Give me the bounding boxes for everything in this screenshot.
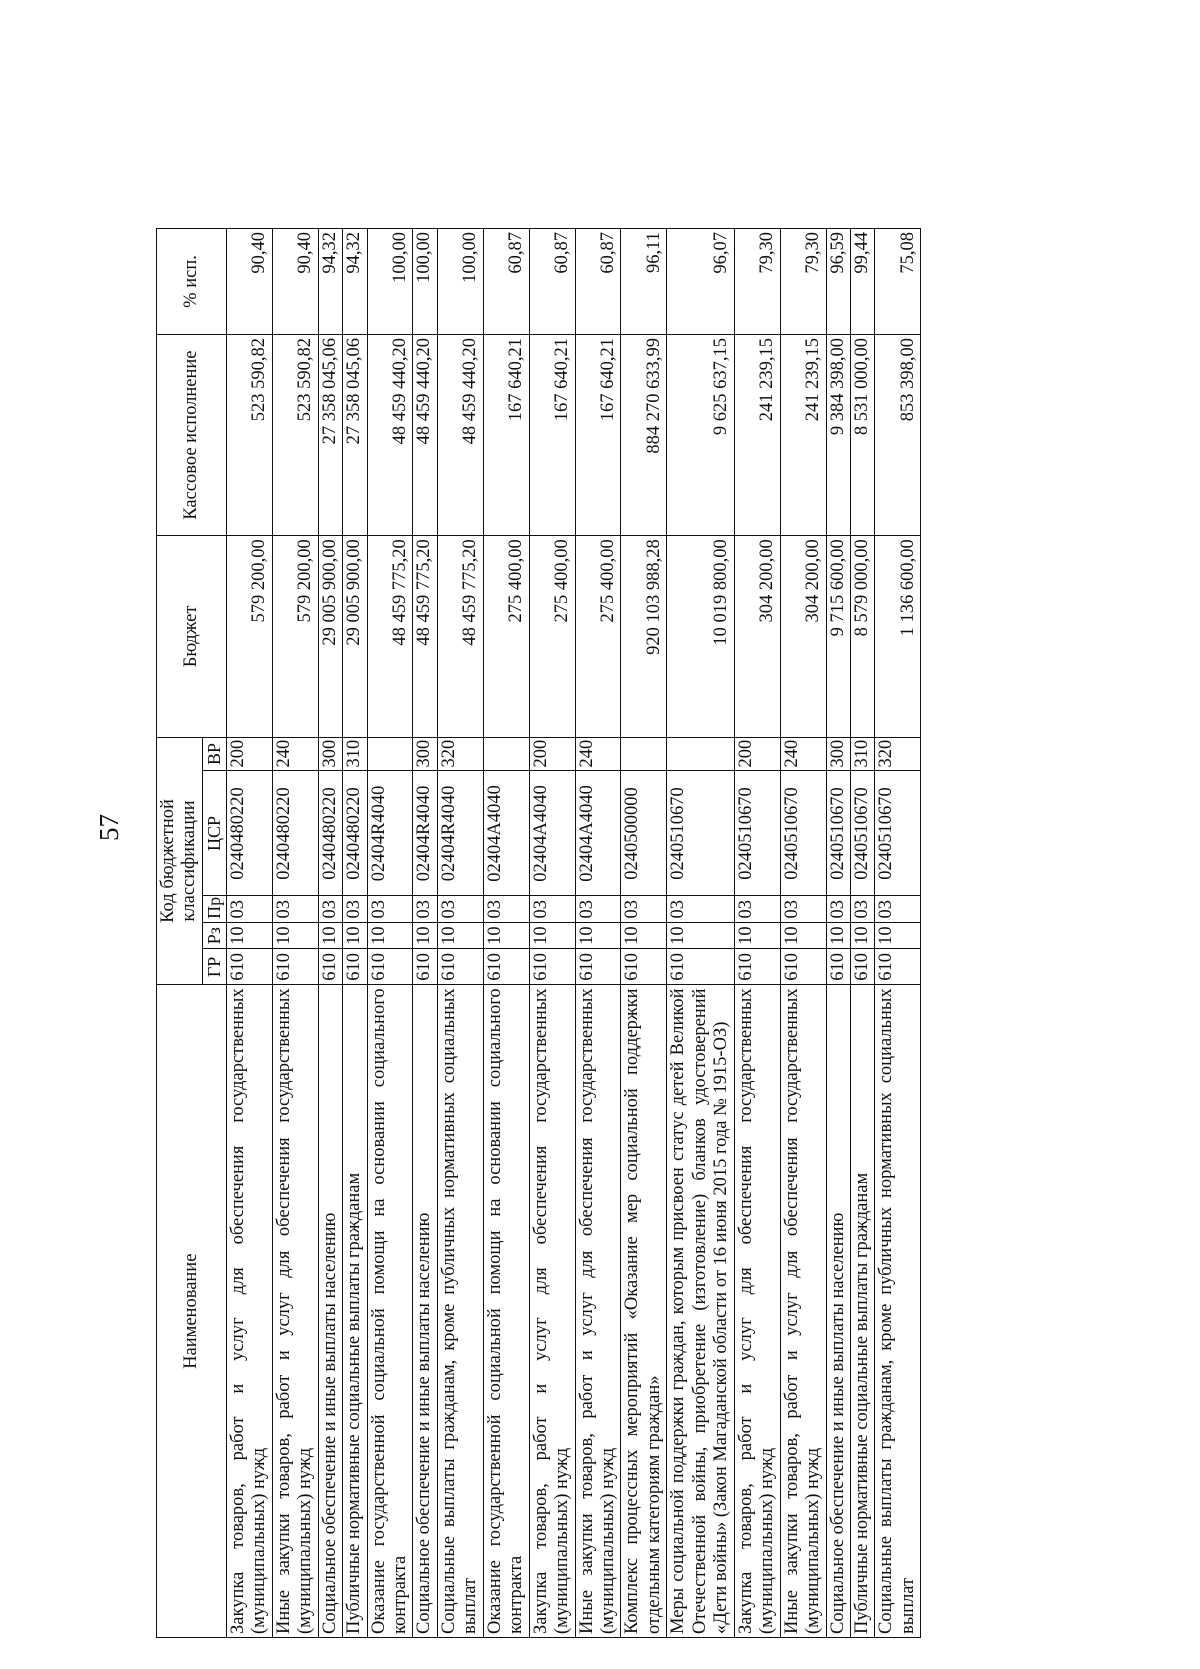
row-cash: 241 239,15 [734,334,780,535]
table-body [226,229,921,1638]
row-name: Меры социальной поддержки граждан, которым присвоен статус детей Великой Отечественной войны, приобретение (изготовление) бланков удостоверений «Дети войны» (Закон Магаданской области от 16 июня 2015 года № 1915-ОЗ) [667,985,734,1638]
row-budget: 304 200,00 [734,536,780,737]
row-budget: 304 200,00 [780,536,826,737]
row-cash: 27 358 045,06 [343,334,367,535]
row-gr: 610 [413,949,437,985]
row-name: Оказание государственной социальной помощи на основании социального контракта [367,985,413,1638]
row-budget: 579 200,00 [226,536,272,737]
row-budget: 48 459 775,20 [367,536,413,737]
table-row [483,229,529,1638]
row-vr: 320 [875,737,921,771]
row-pr: 03 [343,896,367,922]
row-vr: 300 [413,737,437,771]
row-cash: 9 625 637,15 [667,334,734,535]
row-rz: 10 [826,922,850,948]
row-vr: 310 [343,737,367,771]
row-budget: 275 400,00 [529,536,575,737]
row-cash: 48 459 440,20 [437,334,483,535]
row-vr [667,737,734,771]
row-gr: 610 [318,949,342,985]
row-name: Закупка товаров, работ и услуг для обеспечения государственных (муниципальных) нужд [529,985,575,1638]
row-budget: 8 579 000,00 [851,536,875,737]
table-row [826,229,850,1638]
row-rz: 10 [667,922,734,948]
row-pct: 100,00 [437,229,483,335]
row-rz: 10 [734,922,780,948]
row-cash: 27 358 045,06 [318,334,342,535]
row-budget: 48 459 775,20 [413,536,437,737]
row-pr: 03 [483,896,529,922]
table-row [367,229,413,1638]
row-cash: 167 640,21 [529,334,575,535]
row-name: Закупка товаров, работ и услуг для обеспечения государственных (муниципальных) нужд [734,985,780,1638]
row-vr: 200 [529,737,575,771]
row-gr: 610 [734,949,780,985]
row-pct: 90,40 [272,229,318,335]
row-pct: 100,00 [367,229,413,335]
row-pr: 03 [667,896,734,922]
row-budget: 48 459 775,20 [437,536,483,737]
row-pct: 75,08 [875,229,921,335]
header-vr: ВР [202,737,226,771]
row-cash: 523 590,82 [226,334,272,535]
table-header [157,229,227,1638]
header-cash: Кассовое исполнение [157,334,227,535]
row-pct: 60,87 [575,229,621,335]
row-pct: 90,40 [226,229,272,335]
table-row [875,229,921,1638]
row-csr: 0240480220 [272,771,318,896]
row-cash: 523 590,82 [272,334,318,535]
row-pr: 03 [226,896,272,922]
row-pct: 94,32 [343,229,367,335]
row-cash: 9 384 398,00 [826,334,850,535]
row-pct: 79,30 [780,229,826,335]
row-cash: 853 398,00 [875,334,921,535]
row-csr: 0240510670 [875,771,921,896]
row-gr: 610 [343,949,367,985]
table-row [575,229,621,1638]
row-vr: 240 [272,737,318,771]
row-csr: 02404А4040 [529,771,575,896]
row-pr: 03 [780,896,826,922]
row-vr [367,737,413,771]
row-pr: 03 [575,896,621,922]
row-name: Иные закупки товаров, работ и услуг для обеспечения государственных (муниципальных) нужд [272,985,318,1638]
row-gr: 610 [483,949,529,985]
row-csr: 02404А4040 [575,771,621,896]
page-number: 57 [94,814,124,841]
row-gr: 610 [826,949,850,985]
row-gr: 610 [875,949,921,985]
row-name: Оказание государственной социальной помощи на основании социального контракта [483,985,529,1638]
row-gr: 610 [667,949,734,985]
row-pct: 96,07 [667,229,734,335]
table-row [780,229,826,1638]
row-pr: 03 [529,896,575,922]
row-cash: 884 270 633,99 [621,334,667,535]
row-pct: 60,87 [483,229,529,335]
row-gr: 610 [437,949,483,985]
row-gr: 610 [621,949,667,985]
header-pr: Пр [202,896,226,922]
row-cash: 167 640,21 [483,334,529,535]
row-cash: 167 640,21 [575,334,621,535]
row-csr: 0240500000 [621,771,667,896]
row-budget: 29 005 900,00 [343,536,367,737]
row-pr: 03 [734,896,780,922]
row-name: Социальное обеспечение и иные выплаты населению [826,985,850,1638]
row-budget: 920 103 988,28 [621,536,667,737]
row-name: Закупка товаров, работ и услуг для обеспечения государственных (муниципальных) нужд [226,985,272,1638]
row-name: Иные закупки товаров, работ и услуг для обеспечения государственных (муниципальных) нужд [575,985,621,1638]
row-cash: 48 459 440,20 [367,334,413,535]
row-pr: 03 [621,896,667,922]
row-pct: 79,30 [734,229,780,335]
row-pct: 99,44 [851,229,875,335]
row-budget: 9 715 600,00 [826,536,850,737]
row-csr: 0240480220 [343,771,367,896]
row-pr: 03 [272,896,318,922]
row-rz: 10 [437,922,483,948]
header-pct: % исп. [157,229,227,335]
row-rz: 10 [413,922,437,948]
table-row [437,229,483,1638]
row-rz: 10 [875,922,921,948]
header-code-group: Код бюджетной классификации [157,737,203,985]
header-row-1 [157,229,203,1638]
row-pr: 03 [875,896,921,922]
row-budget: 579 200,00 [272,536,318,737]
row-pr: 03 [437,896,483,922]
table-row [318,229,342,1638]
row-gr: 610 [367,949,413,985]
row-csr: 02404А4040 [483,771,529,896]
row-pr: 03 [413,896,437,922]
row-rz: 10 [575,922,621,948]
table-row [667,229,734,1638]
row-vr: 320 [437,737,483,771]
row-csr: 0240510670 [734,771,780,896]
row-vr: 200 [226,737,272,771]
row-name: Социальные выплаты гражданам, кроме публичных нормативных социальных выплат [437,985,483,1638]
row-gr: 610 [780,949,826,985]
table-row [621,229,667,1638]
row-vr: 300 [318,737,342,771]
row-gr: 610 [529,949,575,985]
header-csr: ЦСР [202,771,226,896]
row-pct: 100,00 [413,229,437,335]
row-rz: 10 [851,922,875,948]
row-csr: 02404R4040 [413,771,437,896]
table-row [734,229,780,1638]
row-budget: 10 019 800,00 [667,536,734,737]
row-pct: 60,87 [529,229,575,335]
row-pr: 03 [851,896,875,922]
row-gr: 610 [226,949,272,985]
row-vr: 200 [734,737,780,771]
table-row [529,229,575,1638]
row-rz: 10 [343,922,367,948]
row-name: Иные закупки товаров, работ и услуг для обеспечения государственных (муниципальных) нужд [780,985,826,1638]
row-csr: 0240510670 [667,771,734,896]
row-csr: 0240480220 [318,771,342,896]
row-pr: 03 [318,896,342,922]
table-row [851,229,875,1638]
row-name: Социальные выплаты гражданам, кроме публичных нормативных социальных выплат [875,985,921,1638]
table-row [413,229,437,1638]
row-rz: 10 [272,922,318,948]
table-row [343,229,367,1638]
row-cash: 8 531 000,00 [851,334,875,535]
row-name: Социальное обеспечение и иные выплаты населению [413,985,437,1638]
row-budget: 275 400,00 [575,536,621,737]
row-rz: 10 [367,922,413,948]
row-gr: 610 [575,949,621,985]
table-row [272,229,318,1638]
row-csr: 0240510670 [780,771,826,896]
row-vr: 240 [575,737,621,771]
row-name: Социальное обеспечение и иные выплаты населению [318,985,342,1638]
row-pct: 96,11 [621,229,667,335]
rotated-table-wrapper [156,228,1068,1638]
row-rz: 10 [529,922,575,948]
header-rz: Рз [202,922,226,948]
row-budget: 1 136 600,00 [875,536,921,737]
row-pr: 03 [826,896,850,922]
row-name: Публичные нормативные социальные выплаты гражданам [851,985,875,1638]
row-csr: 0240510670 [851,771,875,896]
row-pct: 96,59 [826,229,850,335]
header-name: Наименование [157,985,227,1638]
row-csr: 0240480220 [226,771,272,896]
row-budget: 275 400,00 [483,536,529,737]
row-gr: 610 [272,949,318,985]
row-rz: 10 [483,922,529,948]
row-name: Комплекс процессных мероприятий «Оказание мер социальной поддержки отдельным категориям граждан» [621,985,667,1638]
row-budget: 29 005 900,00 [318,536,342,737]
row-name: Публичные нормативные социальные выплаты гражданам [343,985,367,1638]
row-vr [621,737,667,771]
row-csr: 02404R4040 [367,771,413,896]
table-row [226,229,272,1638]
row-cash: 48 459 440,20 [413,334,437,535]
row-vr [483,737,529,771]
row-rz: 10 [318,922,342,948]
row-pct: 94,32 [318,229,342,335]
row-vr: 300 [826,737,850,771]
budget-table [156,228,921,1638]
header-gr: ГР [202,949,226,985]
row-vr: 240 [780,737,826,771]
row-csr: 02404R4040 [437,771,483,896]
row-pr: 03 [367,896,413,922]
row-rz: 10 [226,922,272,948]
row-gr: 610 [851,949,875,985]
row-rz: 10 [780,922,826,948]
header-budget: Бюджет [157,536,227,737]
row-csr: 0240510670 [826,771,850,896]
row-rz: 10 [621,922,667,948]
row-cash: 241 239,15 [780,334,826,535]
row-vr: 310 [851,737,875,771]
